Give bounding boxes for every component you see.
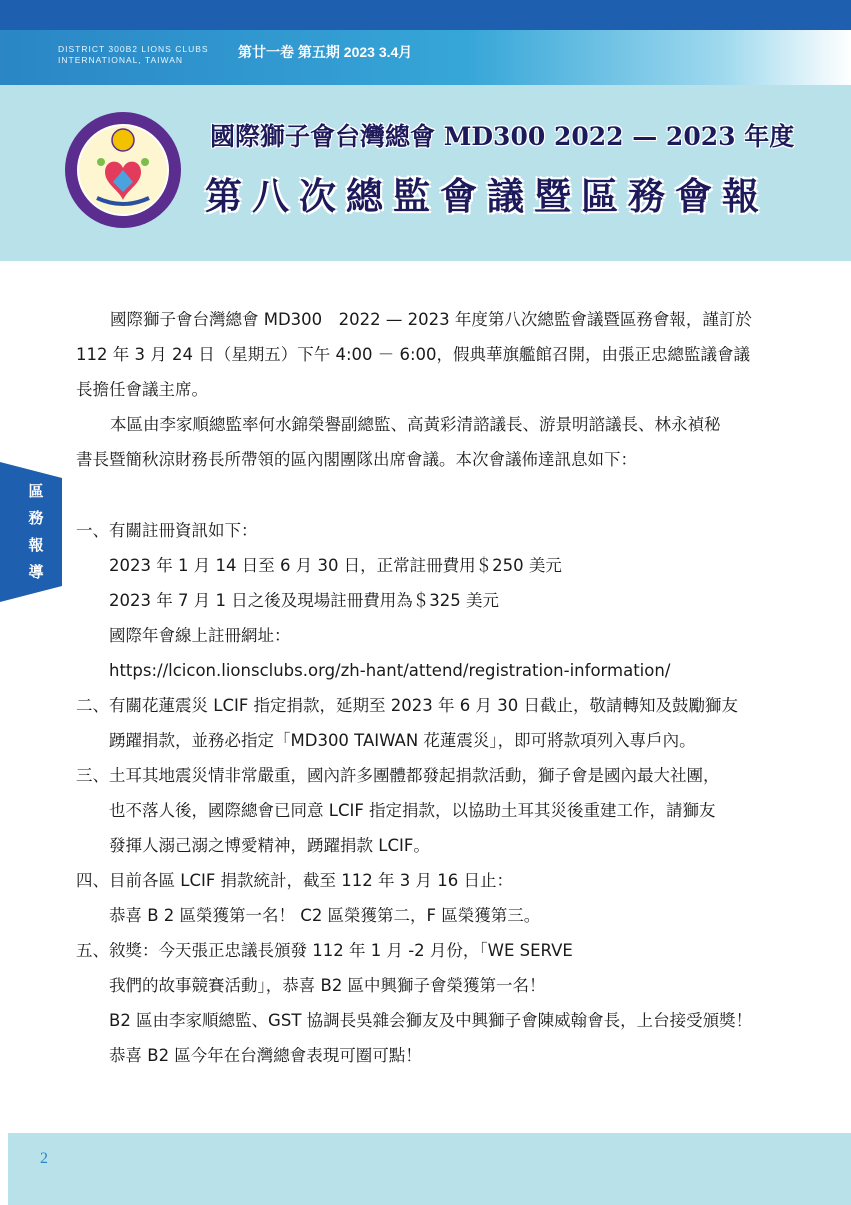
district-line-1: DISTRICT 300B2 LIONS CLUBS [58, 44, 209, 54]
registration-url-link[interactable]: https://lcicon.lionsclubs.org/zh-hant/attend/registration-information/ [109, 661, 671, 680]
side-tab-label: 區務報導 [28, 482, 44, 581]
text-line: 書長暨簡秋涼財務長所帶領的區內閣團隊出席會議。本次會議佈達訊息如下： [76, 450, 637, 469]
list-item-heading: 一、有關註冊資訊如下： [76, 521, 258, 540]
footer-band [8, 1133, 851, 1205]
district-label [58, 44, 209, 66]
list-item-turkey [76, 758, 786, 863]
top-bar [0, 0, 851, 30]
paragraph-attendees [76, 407, 786, 477]
lions-club-logo-icon [63, 110, 183, 230]
title-line-1: 國際獅子會台灣總會 MD300 2022 — 2023 年度 [210, 122, 795, 151]
list-item-heading: 三、土耳其地震災情非常嚴重，國內許多團體都發起捐款活動，獅子會是國內最大社團， [76, 766, 720, 785]
list-item-lcif-stats [76, 863, 786, 933]
spacer [76, 477, 786, 513]
list-item-award [76, 933, 786, 1073]
list-item-heading: 五、敘獎：今天張正忠議長頒發 112 年 1 月 -2 月份，「WE SERVE [76, 941, 573, 960]
text-line: 恭喜 B2 區今年在台灣總會表現可圈可點！ [109, 1046, 422, 1065]
text-line: 長擔任會議主席。 [76, 380, 208, 399]
list-item-registration [76, 513, 786, 688]
article-body [76, 302, 786, 1073]
text-line: 也不落人後，國際總會已同意 LCIF 指定捐款，以協助土耳其災後重建工作，請獅友 [109, 801, 716, 820]
text-line: 112 年 3 月 24 日（星期五）下午 4:00 － 6:00，假典華旗艦館召開，由張正忠總監議會議 [76, 345, 751, 364]
text-line: 恭喜 B 2 區榮獲第一名！ C2 區榮獲第二，F 區榮獲第三。 [109, 906, 541, 925]
text-line: 本區由李家順總監率何水錦榮譽副總監、高黃彩清諮議長、游景明諮議長、林永禎秘 [110, 415, 721, 434]
text-line: 國際獅子會台灣總會 MD300 2022 — 2023 年度第八次總監會議暨區務會報，謹訂於 [110, 310, 752, 329]
text-line: B2 區由李家順總監、GST 協調長吳雜会獅友及中興獅子會陳威翰會長，上台接受頒獎！ [109, 1011, 753, 1030]
text-line: 踴躍捐款，並務必指定「MD300 TAIWAN 花蓮震災」，即可將款項列入專戶內。 [109, 731, 696, 750]
list-item-heading: 四、目前各區 LCIF 捐款統計，截至 112 年 3 月 16 日止： [76, 871, 514, 890]
paragraph-intro [76, 302, 786, 407]
text-line: 我們的故事競賽活動」，恭喜 B2 區中興獅子會榮獲第一名！ [109, 976, 546, 995]
district-line-2: INTERNATIONAL, TAIWAN [58, 55, 184, 65]
text-line: 發揮人溺己溺之博愛精神，踴躍捐款 LCIF。 [109, 836, 430, 855]
text-line: 2023 年 1 月 14 日至 6 月 30 日，正常註冊費用＄250 美元 [109, 556, 562, 575]
page-number: 2 [40, 1150, 48, 1167]
text-line: 國際年會線上註冊網址： [109, 626, 291, 645]
title-line-2: 第八次總監會議暨區務會報 [205, 174, 769, 218]
list-item-hualien [76, 688, 786, 758]
issue-label: 第廿一卷 第五期 2023 3.4月 [238, 44, 413, 60]
text-line: 2023 年 7 月 1 日之後及現場註冊費用為＄325 美元 [109, 591, 499, 610]
list-item-heading: 二、有關花蓮震災 LCIF 指定捐款，延期至 2023 年 6 月 30 日截止，敬請轉知及鼓勵獅友 [76, 696, 739, 715]
